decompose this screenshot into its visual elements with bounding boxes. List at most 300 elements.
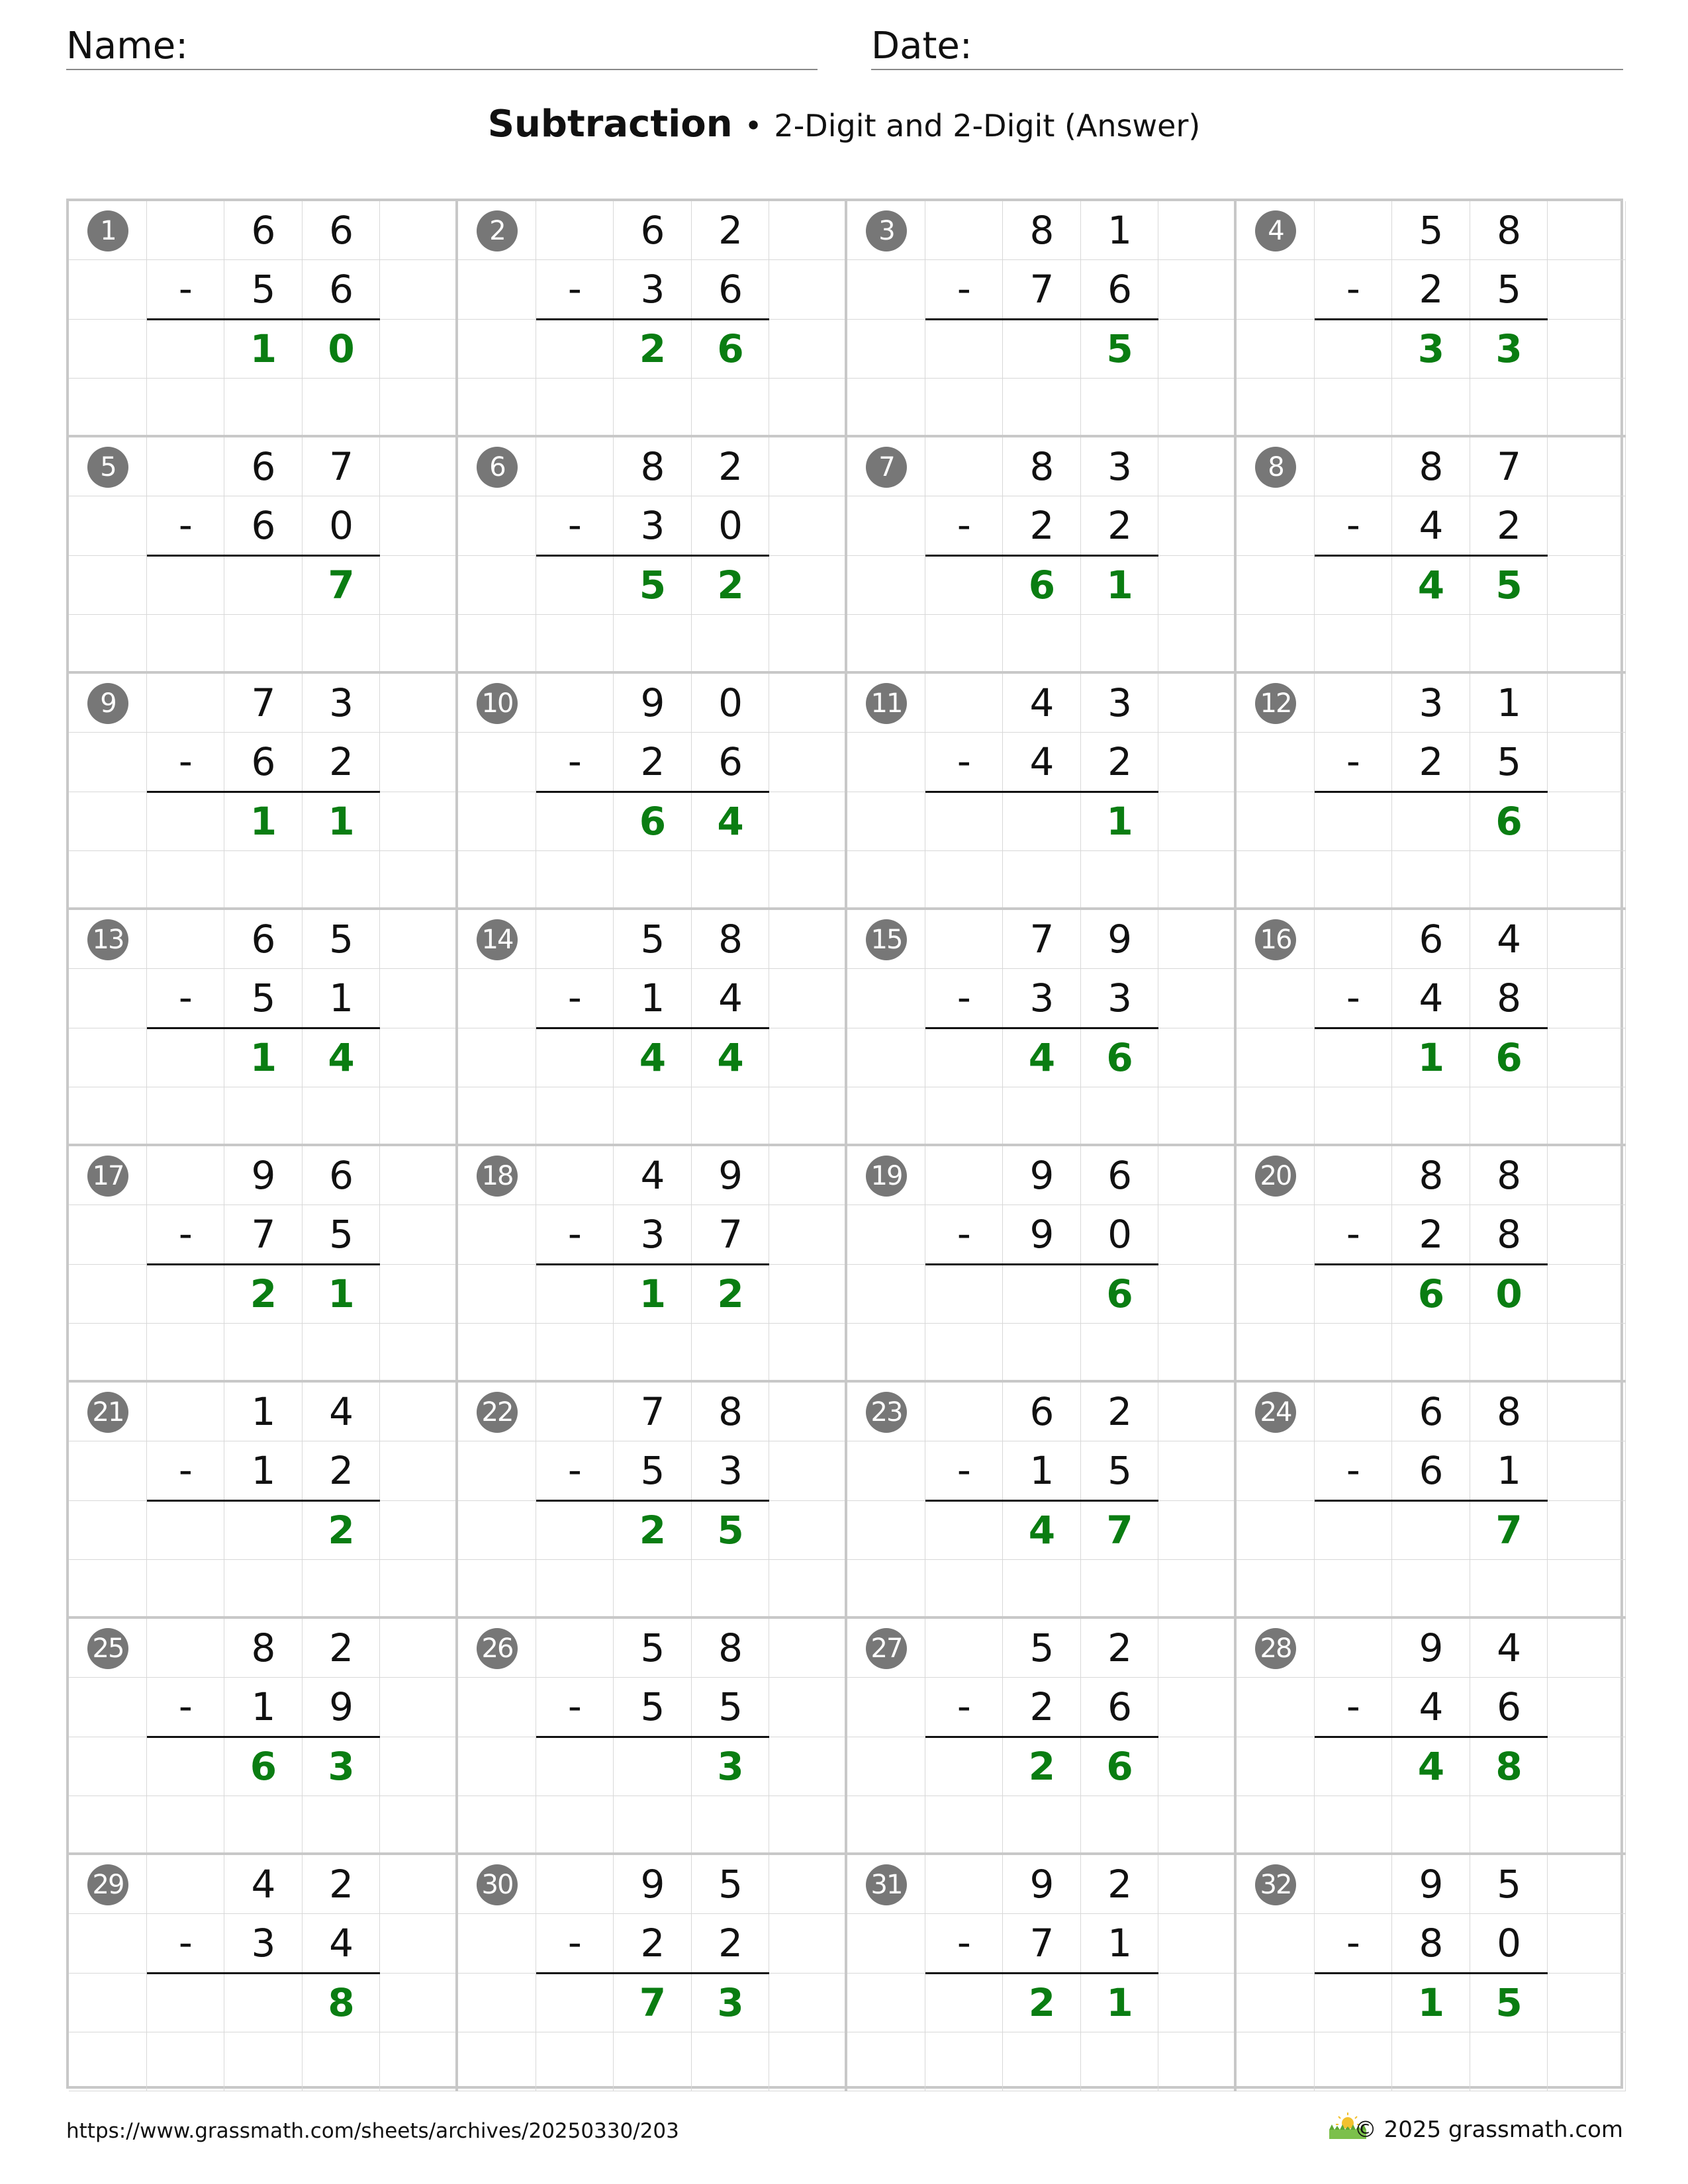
top-digit: 0 xyxy=(718,680,743,725)
grid-cell xyxy=(1003,851,1081,910)
grid-cell xyxy=(1158,1914,1237,1973)
answer-digit: 1 xyxy=(328,798,355,844)
grid-cell xyxy=(769,910,847,969)
grid-cell xyxy=(1237,320,1315,379)
top-digit: 4 xyxy=(329,1389,354,1434)
problem-number-badge: 22 xyxy=(477,1392,518,1433)
minus-sign: - xyxy=(1346,739,1360,784)
bottom-digit: 7 xyxy=(251,1212,276,1257)
top-digit: 8 xyxy=(1497,208,1522,253)
grid-cell xyxy=(1548,1914,1626,1973)
problem-number-badge: 11 xyxy=(866,683,907,724)
grid-cell xyxy=(614,1087,692,1146)
problem-13 xyxy=(69,910,458,1146)
grid-cell xyxy=(925,1324,1004,1383)
problem-number-badge: 20 xyxy=(1255,1156,1296,1197)
grid-cell xyxy=(1158,615,1237,674)
title-bullet: • xyxy=(744,108,763,144)
grid-cell xyxy=(1315,1974,1393,2032)
problem-18 xyxy=(458,1146,847,1383)
problem-number-badge: 31 xyxy=(866,1864,907,1905)
minus-sign: - xyxy=(178,502,193,548)
grid-cell xyxy=(1003,1324,1081,1383)
grid-cell xyxy=(1548,851,1626,910)
answer-digit: 2 xyxy=(1028,1743,1056,1789)
grid-cell xyxy=(925,615,1004,674)
grid-cell xyxy=(847,1914,925,1973)
grid-cell xyxy=(1470,2032,1548,2091)
grid-cell xyxy=(69,1560,147,1619)
top-digit: 4 xyxy=(1497,1625,1522,1670)
title-subtitle: 2-Digit and 2-Digit (Answer) xyxy=(774,108,1201,144)
grid-cell xyxy=(69,733,147,792)
bottom-digit: 1 xyxy=(1029,1448,1055,1494)
answer-digit: 4 xyxy=(639,1034,667,1080)
answer-rule xyxy=(536,1736,770,1738)
bottom-digit: 1 xyxy=(251,1684,276,1730)
grid-cell xyxy=(536,2032,614,2091)
grid-cell xyxy=(147,1028,225,1087)
answer-digit: 1 xyxy=(328,1271,355,1316)
bottom-digit: 5 xyxy=(1497,739,1522,785)
grid-cell xyxy=(847,851,925,910)
grid-cell xyxy=(1081,1324,1159,1383)
grid-cell xyxy=(1081,851,1159,910)
grid-cell xyxy=(458,851,536,910)
grid-cell xyxy=(1237,851,1315,910)
problem-12 xyxy=(1237,674,1626,910)
grid-cell xyxy=(303,1324,381,1383)
grid-cell xyxy=(69,792,147,851)
name-field[interactable] xyxy=(66,21,818,70)
grid-cell xyxy=(1548,910,1626,969)
answer-digit: 6 xyxy=(1106,1034,1133,1080)
grid-cell xyxy=(380,1855,458,1914)
bottom-digit: 0 xyxy=(718,503,743,549)
bottom-digit: 4 xyxy=(1419,503,1444,549)
bottom-digit: 4 xyxy=(1029,739,1055,785)
top-digit: 9 xyxy=(718,1153,743,1198)
grid-cell xyxy=(1158,1146,1237,1205)
grid-cell xyxy=(536,1560,614,1619)
top-digit: 6 xyxy=(1107,1153,1133,1198)
problem-3 xyxy=(847,201,1237,437)
bottom-digit: 5 xyxy=(640,1684,665,1730)
grid-cell xyxy=(536,910,614,969)
grid-cell xyxy=(1470,379,1548,437)
answer-digit: 1 xyxy=(1417,1034,1445,1080)
answer-digit: 4 xyxy=(1028,1507,1056,1553)
answer-digit: 3 xyxy=(717,1979,744,2025)
grid-cell xyxy=(1237,1796,1315,1855)
grid-cell xyxy=(769,260,847,319)
bottom-digit: 8 xyxy=(1419,1921,1444,1966)
grid-cell xyxy=(69,969,147,1028)
grid-cell xyxy=(1158,1383,1237,1441)
grid-cell xyxy=(147,2032,225,2091)
answer-digit: 4 xyxy=(328,1034,355,1080)
bottom-digit: 4 xyxy=(1419,976,1444,1021)
grid-cell xyxy=(458,1737,536,1796)
grid-cell xyxy=(1315,1855,1393,1914)
problem-10 xyxy=(458,674,847,910)
grid-cell xyxy=(614,851,692,910)
grid-cell xyxy=(1392,1087,1470,1146)
problem-number-badge: 4 xyxy=(1255,210,1296,251)
minus-sign: - xyxy=(567,1211,582,1257)
answer-rule xyxy=(925,1736,1159,1738)
grid-cell xyxy=(458,1441,536,1500)
grid-cell xyxy=(1470,1560,1548,1619)
bottom-digit: 6 xyxy=(251,503,276,549)
grid-cell xyxy=(303,1796,381,1855)
answer-digit: 3 xyxy=(717,1743,744,1789)
grid-cell xyxy=(536,1855,614,1914)
top-digit: 6 xyxy=(251,917,276,962)
answer-rule xyxy=(1315,1263,1548,1265)
grid-cell xyxy=(303,615,381,674)
grid-cell xyxy=(1392,851,1470,910)
answer-digit: 4 xyxy=(1417,1743,1445,1789)
grid-cell xyxy=(69,496,147,555)
grid-cell xyxy=(1315,1028,1393,1087)
top-digit: 2 xyxy=(329,1862,354,1907)
grid-cell xyxy=(69,1324,147,1383)
bottom-digit: 2 xyxy=(718,1921,743,1966)
top-digit: 5 xyxy=(1029,1625,1055,1670)
grid-cell xyxy=(1315,1737,1393,1796)
grid-cell xyxy=(1392,1796,1470,1855)
grid-cell xyxy=(380,496,458,555)
top-digit: 4 xyxy=(251,1862,276,1907)
answer-digit: 2 xyxy=(717,562,744,608)
grid-cell xyxy=(1158,1796,1237,1855)
grid-cell xyxy=(1315,1146,1393,1205)
top-digit: 8 xyxy=(1497,1389,1522,1434)
grid-cell xyxy=(458,733,536,792)
bottom-digit: 5 xyxy=(1107,1448,1133,1494)
bottom-digit: 1 xyxy=(640,976,665,1021)
grid-cell xyxy=(847,1265,925,1324)
answer-rule xyxy=(925,1972,1159,1974)
bottom-digit: 0 xyxy=(1497,1921,1522,1966)
grid-cell xyxy=(1237,1974,1315,2032)
grid-cell xyxy=(692,1087,770,1146)
answer-digit: 1 xyxy=(639,1271,667,1316)
bottom-digit: 3 xyxy=(1029,976,1055,1021)
grid-cell xyxy=(1548,1855,1626,1914)
grid-cell xyxy=(925,1796,1004,1855)
grid-cell xyxy=(458,1087,536,1146)
answer-digit: 6 xyxy=(639,798,667,844)
grid-cell xyxy=(1237,1501,1315,1560)
minus-sign: - xyxy=(1346,502,1360,548)
problem-number-badge: 26 xyxy=(477,1628,518,1669)
grid-cell xyxy=(1237,1914,1315,1973)
grid-cell xyxy=(536,1146,614,1205)
grid-cell xyxy=(536,1501,614,1560)
minus-sign: - xyxy=(567,975,582,1021)
answer-digit: 0 xyxy=(1495,1271,1523,1316)
grid-cell xyxy=(769,1796,847,1855)
problem-number-badge: 8 xyxy=(1255,447,1296,488)
grid-cell xyxy=(147,201,225,260)
answer-digit: 5 xyxy=(1495,1979,1523,2025)
grid-cell xyxy=(1548,1265,1626,1324)
grid-cell xyxy=(1081,615,1159,674)
grid-cell xyxy=(380,1028,458,1087)
grid-cell xyxy=(769,1678,847,1737)
bottom-digit: 7 xyxy=(1029,1921,1055,1966)
top-digit: 8 xyxy=(1419,1153,1444,1198)
answer-digit: 2 xyxy=(328,1507,355,1553)
grid-cell xyxy=(1548,1501,1626,1560)
bottom-digit: 7 xyxy=(718,1212,743,1257)
bottom-digit: 5 xyxy=(1497,267,1522,312)
grid-cell xyxy=(380,2032,458,2091)
grid-cell xyxy=(380,792,458,851)
bottom-digit: 5 xyxy=(251,267,276,312)
grid-cell xyxy=(458,1974,536,2032)
minus-sign: - xyxy=(567,739,582,784)
grid-cell xyxy=(380,969,458,1028)
minus-sign: - xyxy=(957,1920,971,1966)
grid-cell xyxy=(69,320,147,379)
grid-cell xyxy=(536,1737,614,1796)
grid-cell xyxy=(224,2032,303,2091)
grid-cell xyxy=(847,260,925,319)
grid-cell xyxy=(380,379,458,437)
grid-cell xyxy=(380,320,458,379)
grid-cell xyxy=(1158,201,1237,260)
top-digit: 6 xyxy=(329,208,354,253)
answer-rule xyxy=(147,1027,381,1029)
grid-cell xyxy=(69,615,147,674)
grid-cell xyxy=(769,733,847,792)
answer-rule xyxy=(1315,1027,1548,1029)
answer-rule xyxy=(1315,318,1548,320)
bottom-digit: 1 xyxy=(329,976,354,1021)
answer-rule xyxy=(147,1972,381,1974)
grid-cell xyxy=(1237,1028,1315,1087)
top-digit: 5 xyxy=(718,1862,743,1907)
top-digit: 5 xyxy=(1419,208,1444,253)
grid-cell xyxy=(147,437,225,496)
grid-cell xyxy=(147,615,225,674)
grid-cell xyxy=(1548,496,1626,555)
grid-cell xyxy=(69,1205,147,1264)
grid-cell xyxy=(380,1737,458,1796)
problem-23 xyxy=(847,1383,1237,1619)
grid-cell xyxy=(536,1265,614,1324)
grid-cell xyxy=(692,379,770,437)
problem-21 xyxy=(69,1383,458,1619)
problem-number-badge: 29 xyxy=(87,1864,128,1905)
problem-number-badge: 23 xyxy=(866,1392,907,1433)
grid-cell xyxy=(1003,1087,1081,1146)
grid-cell xyxy=(847,496,925,555)
answer-digit: 8 xyxy=(1495,1743,1523,1789)
grid-cell xyxy=(536,556,614,615)
problem-number-badge: 1 xyxy=(87,210,128,251)
answer-digit: 1 xyxy=(250,326,277,371)
problem-14 xyxy=(458,910,847,1146)
minus-sign: - xyxy=(178,1447,193,1493)
grid-cell xyxy=(1315,1560,1393,1619)
minus-sign: - xyxy=(567,1447,582,1493)
grid-cell xyxy=(147,320,225,379)
grid-cell xyxy=(536,615,614,674)
bottom-digit: 2 xyxy=(1419,1212,1444,1257)
answer-digit: 4 xyxy=(717,798,744,844)
minus-sign: - xyxy=(957,1684,971,1729)
grid-cell xyxy=(847,2032,925,2091)
grid-cell xyxy=(458,1501,536,1560)
grid-cell xyxy=(458,1914,536,1973)
problem-31 xyxy=(847,1855,1237,2091)
grid-cell xyxy=(847,792,925,851)
bottom-digit: 6 xyxy=(718,267,743,312)
grid-cell xyxy=(536,851,614,910)
top-digit: 6 xyxy=(1419,1389,1444,1434)
grid-cell xyxy=(1158,1265,1237,1324)
grid-cell xyxy=(1470,1796,1548,1855)
grid-cell xyxy=(380,201,458,260)
grid-cell xyxy=(769,556,847,615)
grid-cell xyxy=(380,674,458,733)
grid-cell xyxy=(1237,556,1315,615)
grid-cell xyxy=(69,379,147,437)
grid-cell xyxy=(614,615,692,674)
bottom-digit: 8 xyxy=(1497,976,1522,1021)
grid-cell xyxy=(69,851,147,910)
answer-digit: 1 xyxy=(1106,1979,1133,2025)
answer-rule xyxy=(536,1972,770,1974)
answer-digit: 5 xyxy=(639,562,667,608)
bottom-digit: 3 xyxy=(251,1921,276,1966)
grid-cell xyxy=(692,1324,770,1383)
minus-sign: - xyxy=(1346,266,1360,312)
grid-cell xyxy=(769,615,847,674)
problem-1 xyxy=(69,201,458,437)
top-digit: 3 xyxy=(1419,680,1444,725)
bottom-digit: 1 xyxy=(1497,1448,1522,1494)
minus-sign: - xyxy=(1346,1211,1360,1257)
grid-cell xyxy=(1548,1324,1626,1383)
grid-cell xyxy=(692,2032,770,2091)
top-digit: 4 xyxy=(1029,680,1055,725)
minus-sign: - xyxy=(567,1920,582,1966)
answer-rule xyxy=(925,318,1159,320)
date-label: Date: xyxy=(871,24,972,68)
answer-digit xyxy=(1003,320,1081,379)
bottom-digit: 1 xyxy=(251,1448,276,1494)
grid-cell xyxy=(458,556,536,615)
top-digit: 6 xyxy=(329,1153,354,1198)
grid-cell xyxy=(769,1619,847,1678)
grid-cell xyxy=(847,556,925,615)
answer-digit: 7 xyxy=(639,1979,667,2025)
grid-cell xyxy=(303,379,381,437)
grid-cell xyxy=(1548,1678,1626,1737)
grid-cell xyxy=(380,1087,458,1146)
problem-15 xyxy=(847,910,1237,1146)
grid-cell xyxy=(1158,1087,1237,1146)
top-digit: 2 xyxy=(329,1625,354,1670)
grid-cell xyxy=(925,1146,1004,1205)
grid-cell xyxy=(380,1974,458,2032)
grid-cell xyxy=(1158,496,1237,555)
bottom-digit: 5 xyxy=(251,976,276,1021)
grid-cell xyxy=(769,1146,847,1205)
grid-cell xyxy=(147,1383,225,1441)
grid-cell xyxy=(769,1028,847,1087)
bottom-digit: 2 xyxy=(329,739,354,785)
grid-cell xyxy=(925,1855,1004,1914)
answer-rule xyxy=(536,1027,770,1029)
grid-cell xyxy=(147,1087,225,1146)
answer-rule xyxy=(147,1500,381,1502)
date-field[interactable] xyxy=(871,21,1623,70)
grid-cell xyxy=(458,969,536,1028)
grid-cell xyxy=(847,1441,925,1500)
minus-sign: - xyxy=(957,739,971,784)
minus-sign: - xyxy=(1346,1684,1360,1729)
grid-cell xyxy=(614,1796,692,1855)
grid-cell xyxy=(1158,379,1237,437)
grid-cell xyxy=(380,1441,458,1500)
grid-cell xyxy=(458,792,536,851)
grid-cell xyxy=(1158,1855,1237,1914)
answer-digit: 4 xyxy=(717,1034,744,1080)
answer-digit: 6 xyxy=(250,1743,277,1789)
grid-cell xyxy=(69,556,147,615)
grid-cell xyxy=(847,379,925,437)
grid-cell xyxy=(769,1914,847,1973)
minus-sign: - xyxy=(178,975,193,1021)
grid-cell xyxy=(458,1324,536,1383)
problem-number-badge: 12 xyxy=(1255,683,1296,724)
bottom-digit: 3 xyxy=(640,267,665,312)
grid-cell xyxy=(925,379,1004,437)
grid-cell xyxy=(1548,437,1626,496)
grid-cell xyxy=(147,792,225,851)
bottom-digit: 4 xyxy=(1419,1684,1444,1730)
grid-cell xyxy=(847,1501,925,1560)
answer-digit: 6 xyxy=(1495,798,1523,844)
bottom-digit: 0 xyxy=(329,503,354,549)
bottom-digit: 6 xyxy=(329,267,354,312)
grid-cell xyxy=(769,851,847,910)
answer-rule xyxy=(147,1263,381,1265)
bottom-digit: 2 xyxy=(1029,1684,1055,1730)
grid-cell xyxy=(1158,733,1237,792)
bottom-digit: 2 xyxy=(1107,503,1133,549)
top-digit: 3 xyxy=(329,680,354,725)
grid-cell xyxy=(536,201,614,260)
answer-digit: 7 xyxy=(1495,1507,1523,1553)
grid-cell xyxy=(769,1855,847,1914)
grid-cell xyxy=(1237,379,1315,437)
grid-cell xyxy=(1548,1028,1626,1087)
bottom-digit: 9 xyxy=(329,1684,354,1730)
grid-cell xyxy=(536,1383,614,1441)
problem-25 xyxy=(69,1619,458,1855)
grid-cell xyxy=(1315,437,1393,496)
grid-cell xyxy=(847,1087,925,1146)
answer-digit xyxy=(1392,1501,1470,1560)
minus-sign: - xyxy=(957,502,971,548)
